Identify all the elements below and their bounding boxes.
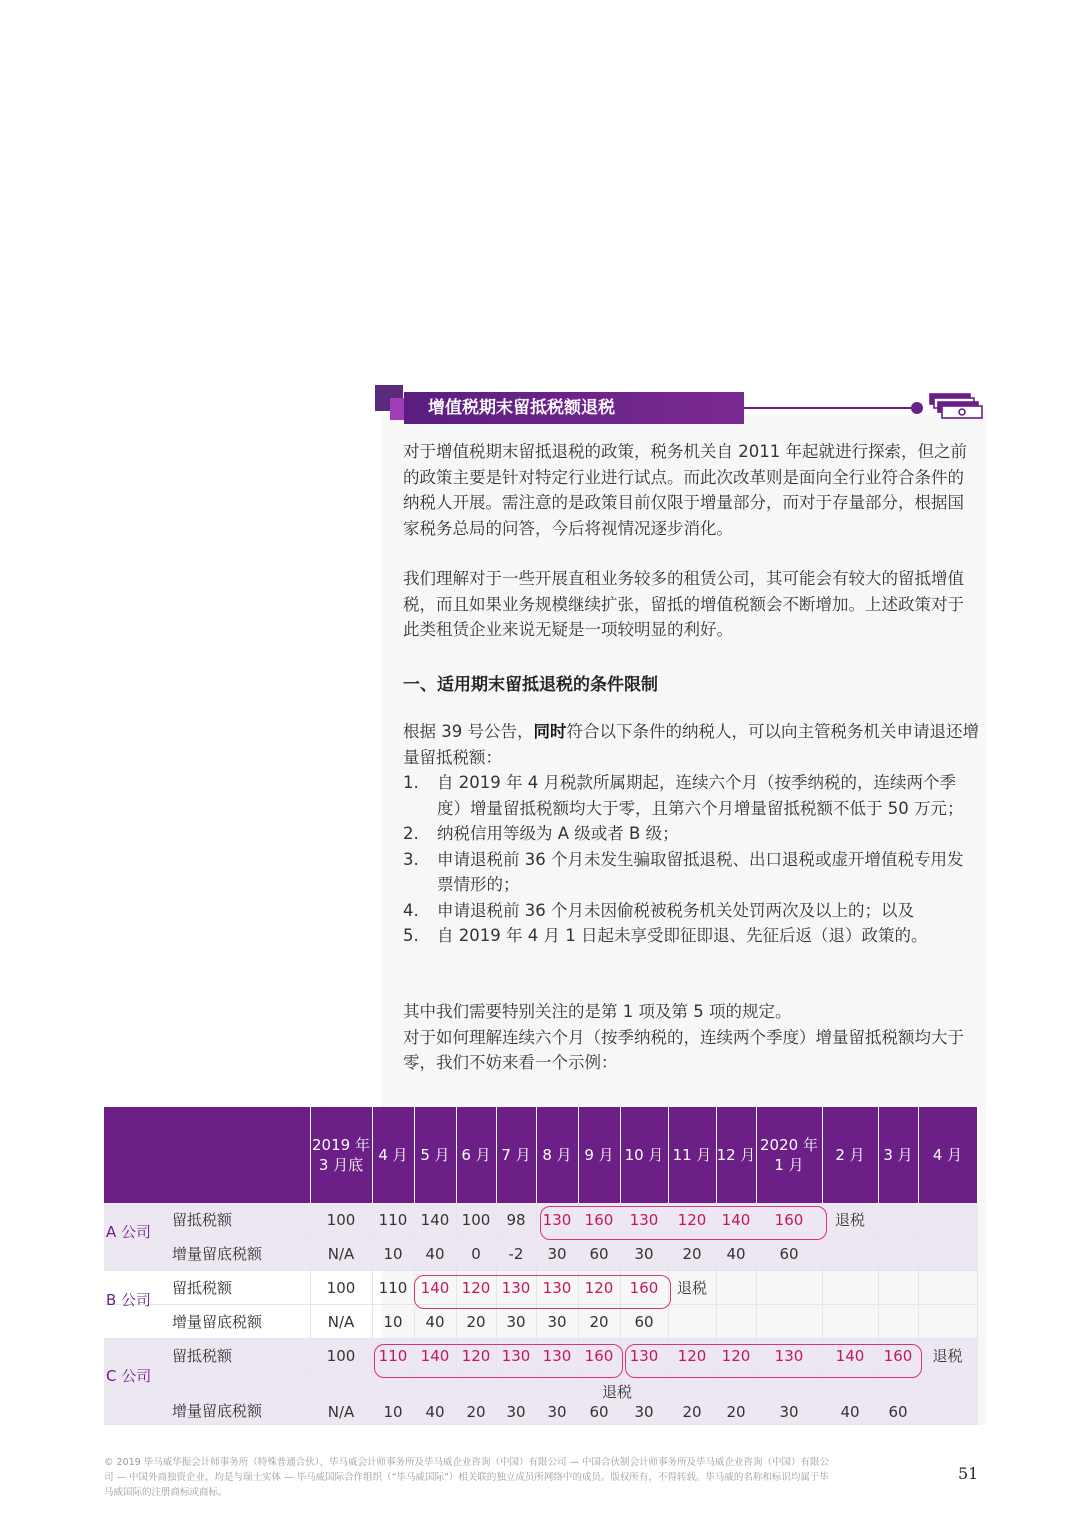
table-row [104,1339,977,1373]
table-cell: 60 [620,1305,668,1339]
table-header: 4 月 [918,1107,977,1203]
header-rule-dot [911,402,923,414]
table-header: 5 月 [414,1107,456,1203]
table-header: 2019 年 3 月底 [310,1107,372,1203]
table-corner [104,1107,310,1203]
table-cell: 30 [756,1373,822,1425]
table-cell: 130 [536,1271,578,1305]
table-cell: 130 [620,1339,668,1373]
table-cell: 30 [536,1237,578,1271]
table-cell: 160 [620,1271,668,1305]
section-title: 一、适用期末留抵退税的条件限制 [403,675,658,695]
table-cell: 30 [620,1373,668,1425]
company-label: A 公司 [106,1223,152,1241]
table-cell: 40 [414,1305,456,1339]
table-cell: 120 [456,1339,496,1373]
table-cell: 130 [620,1203,668,1237]
table-cell: 160 [756,1203,822,1237]
body-paragraphs [403,439,979,643]
table-cell: 0 [456,1237,496,1271]
conditions-list [403,770,979,949]
table-cell: 130 [756,1339,822,1373]
table-header: 2020 年 1 月 [756,1107,822,1203]
table-cell [756,1271,822,1305]
table-cell [878,1237,918,1271]
table-header: 8 月 [536,1107,578,1203]
footer-copyright: © 2019 毕马威华振会计师事务所（特殊普通合伙）、毕马威会计师事务所及毕马威企业咨询（中国）有限公司 — 中国合伙制会计师事务所及毕马威企业咨询（中国）有限公司 — 中国外商独资企业，均是与瑞士实体 — 毕马威国际合作组织（“毕马威国际”）相关联的独立成员所网络中的成员。版权所有，不得转载。毕马威的名称和标识均属于毕马威国际的注册商标或商标。 [104,1457,830,1498]
table-cell: 60 [756,1237,822,1271]
row-label: 增量留底税额 [104,1237,310,1271]
row-label: 增量留底税额 [104,1373,310,1425]
table-cell: 30 [536,1305,578,1339]
table-header: 2 月 [822,1107,878,1203]
table-header-row [104,1107,977,1203]
table-cell: 30 [496,1305,536,1339]
table-header: 4 月 [372,1107,414,1203]
table-cell: -2 [496,1237,536,1271]
table-cell: 140 [822,1339,878,1373]
table-cell: 40 [716,1237,756,1271]
table-cell [918,1305,977,1339]
list-item: 3. 申请退税前 36 个月未发生骗取留抵退税、出口退税或虚开增值税专用发票情形的； [403,849,964,894]
table-cell: 60 [578,1237,620,1271]
intro-bold: 同时 [533,722,567,741]
table-cell: 120 [456,1271,496,1305]
table-row [104,1305,977,1339]
table-cell: 60 [578,1373,620,1425]
closing-line-2: 对于如何理解连续六个月（按季纳税的，连续两个季度）增量留抵税额均大于零，我们不妨来看一个示例： [403,1027,964,1072]
table-cell [918,1237,977,1271]
table-cell: 20 [716,1373,756,1425]
table-cell: N/A [310,1305,372,1339]
table-cell: 10 [372,1373,414,1425]
table-cell: 100 [310,1203,372,1237]
table-cell [918,1373,977,1425]
table-cell [822,1237,878,1271]
table-cell: 120 [578,1271,620,1305]
table-cell [878,1271,918,1305]
table-cell: 退税 [822,1203,878,1237]
table-header: 10 月 [620,1107,668,1203]
table-cell [878,1305,918,1339]
table-cell: 110 [372,1271,414,1305]
table-cell: 10 [372,1305,414,1339]
table-cell: 20 [456,1305,496,1339]
list-item: 5. 自 2019 年 4 月 1 日起未享受即征即退、先征后返（退）政策的。 [403,926,928,945]
table-cell [668,1305,716,1339]
table-cell: 120 [668,1203,716,1237]
table-cell: 160 [578,1339,620,1373]
paragraph-1: 对于增值税期末留抵退税的政策，税务机关自 2011 年起就进行探索，但之前的政策主要是针对特定行业进行试点。而此次改革则是面向全行业符合条件的纳税人开展。需注意的是政策目前仅限于增量部分，而对于存量部分，根据国家税务总局的问答，今后将视情况逐步消化。 [403,442,967,538]
header-rule [744,407,914,409]
table-row [104,1373,977,1425]
table-cell: 30 [620,1237,668,1271]
c-company-refund-note: 退税 [602,1383,633,1401]
table-header: 12 月 [716,1107,756,1203]
table-cell: 110 [372,1203,414,1237]
table-cell: 100 [310,1271,372,1305]
table-cell [716,1271,756,1305]
table-cell [716,1305,756,1339]
page-number: 51 [958,1464,979,1483]
table-cell: 60 [878,1373,918,1425]
company-label: C 公司 [106,1367,152,1385]
table-cell: 40 [414,1373,456,1425]
table-cell [918,1203,977,1237]
table-cell: 20 [668,1237,716,1271]
table-row [104,1271,977,1305]
table-cell: 130 [536,1203,578,1237]
table-row [104,1203,977,1237]
company-label: B 公司 [106,1291,152,1309]
table-row [104,1237,977,1271]
table-cell [822,1305,878,1339]
row-label: 留抵税额 [172,1279,233,1297]
table-cell [878,1203,918,1237]
closing-line-1: 其中我们需要特别关注的是第 1 项及第 5 项的规定。 [403,1002,792,1021]
paragraph-2: 我们理解对于一些开展直租业务较多的租赁公司，其可能会有较大的留抵增值税，而且如果业务规模继续扩张，留抵的增值税额会不断增加。上述政策对于此类租赁企业来说无疑是一项较明显的利好。 [403,569,964,639]
money-stack-icon [928,390,984,422]
list-item: 4. 申请退税前 36 个月未因偷税被税务机关处罚两次及以上的；以及 [403,900,914,920]
row-label: 留抵税额 [172,1211,233,1229]
table-cell: 30 [536,1373,578,1425]
table-cell: 130 [496,1271,536,1305]
table-cell: 140 [716,1203,756,1237]
table-cell: 160 [578,1203,620,1237]
intro-paragraph [403,719,979,770]
table-header: 6 月 [456,1107,496,1203]
table-header: 7 月 [496,1107,536,1203]
intro-after: 符合以下条件的纳税人，可以向主管税务机关申请退还增量留抵税额： [403,722,979,767]
table-cell: 140 [414,1271,456,1305]
section-header-title: 增值税期末留抵税额退税 [404,392,744,424]
table-cell: 140 [414,1203,456,1237]
table-cell: 120 [668,1339,716,1373]
table-cell [822,1271,878,1305]
list-item: 1. 自 2019 年 4 月税款所属期起，连续六个月（按季纳税的，连续两个季度）增量留抵税额均大于零，且第六个月增量留抵税额不低于 50 万元； [403,773,964,818]
table-cell: 20 [578,1305,620,1339]
row-label: 留抵税额 [172,1347,233,1365]
table-cell: 98 [496,1203,536,1237]
refund-example-table [104,1107,978,1425]
table-cell: 30 [496,1373,536,1425]
table-cell [918,1271,977,1305]
table-cell: 110 [372,1339,414,1373]
table-cell: 40 [414,1237,456,1271]
table-cell: 130 [496,1339,536,1373]
table-cell: 120 [716,1339,756,1373]
table-cell: 140 [414,1339,456,1373]
table-cell: 20 [668,1373,716,1425]
intro-before: 根据 39 号公告， [403,722,534,741]
table-cell: 10 [372,1237,414,1271]
table-cell: 160 [878,1339,918,1373]
table-cell: 退税 [918,1339,977,1373]
table-cell: 100 [456,1203,496,1237]
list-item: 2. 纳税信用等级为 A 级或者 B 级； [403,824,679,843]
table-cell: 130 [536,1339,578,1373]
table-cell: N/A [310,1237,372,1271]
table-cell: 100 [310,1339,372,1373]
table-header: 3 月 [878,1107,918,1203]
table-header: 9 月 [578,1107,620,1203]
table-header: 11 月 [668,1107,716,1203]
table-cell: 退税 [668,1271,716,1305]
row-label: 增量留底税额 [104,1305,310,1339]
table-cell: 20 [456,1373,496,1425]
table-cell [756,1305,822,1339]
closing-paragraph [403,999,979,1076]
table-cell: N/A [310,1373,372,1425]
table-cell: 40 [822,1373,878,1425]
